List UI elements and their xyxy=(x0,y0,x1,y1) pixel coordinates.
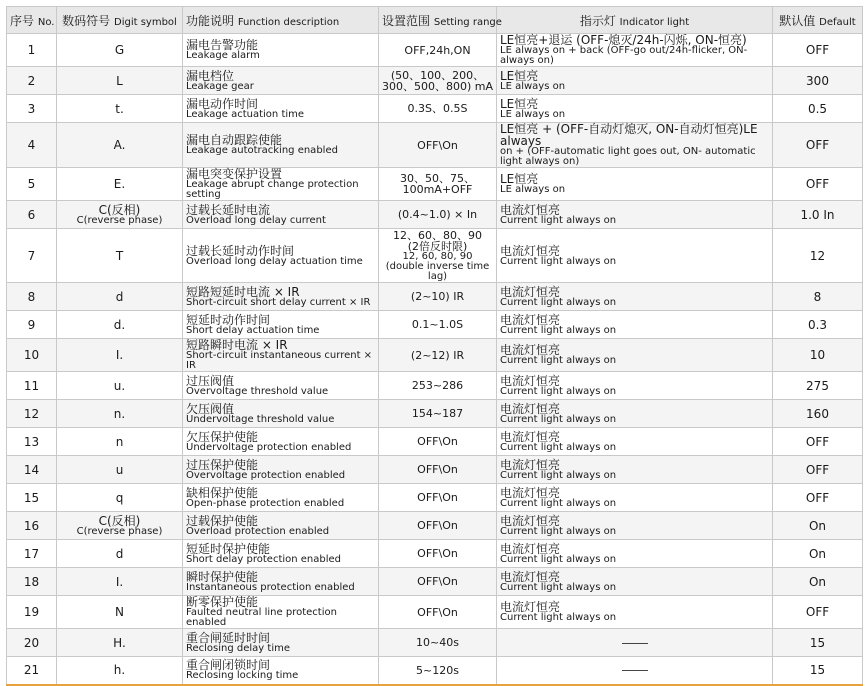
setting-range-line: OFF\On xyxy=(417,435,458,448)
dash-line xyxy=(622,643,648,644)
setting-range-line: 0.3S、0.5S xyxy=(407,102,468,115)
digit-symbol-text: A. xyxy=(113,138,126,152)
row-number: 10 xyxy=(7,339,57,372)
digit-symbol-text: G xyxy=(114,43,125,57)
function-description xyxy=(183,311,379,339)
function-zh: 过载长延时动作时间 xyxy=(186,243,295,258)
setting-range-line: OFF\On xyxy=(417,491,458,504)
digit-symbol-text: n. xyxy=(113,406,126,421)
digit-symbol xyxy=(57,67,183,95)
default-value: 12 xyxy=(773,229,863,283)
setting-range-line: (0.4~1.0) × In xyxy=(397,208,478,221)
function-description xyxy=(183,657,379,685)
digit-symbol xyxy=(57,568,183,596)
indicator-en: Current light always on xyxy=(500,255,617,267)
setting-range-line: (2~12) IR xyxy=(410,348,465,362)
function-en: Leakage autotracking enabled xyxy=(186,145,338,156)
indicator-en: LE always on + back (OFF-go out/24h-flicker, ON-always on) xyxy=(500,45,748,66)
function-description xyxy=(183,372,379,400)
indicator-zh: 电流灯恒亮 xyxy=(500,202,561,217)
setting-range-line: 0.1~1.0S xyxy=(411,318,464,331)
function-description xyxy=(183,568,379,596)
header-no: 序号 No. xyxy=(7,7,57,34)
default-value: 275 xyxy=(773,372,863,400)
function-description xyxy=(183,484,379,512)
row-number: 5 xyxy=(7,168,57,201)
setting-range xyxy=(379,201,497,229)
indicator-en: Current light always on xyxy=(500,525,617,537)
digit-symbol xyxy=(57,95,183,123)
indicator-en: Current light always on xyxy=(500,413,617,425)
function-zh: 短延时保护使能 xyxy=(186,541,271,556)
indicator-light xyxy=(497,456,773,484)
digit-symbol xyxy=(57,657,183,685)
indicator-light xyxy=(497,201,773,229)
digit-symbol xyxy=(57,123,183,168)
setting-range-line: 10~40s xyxy=(416,636,459,649)
function-zh: 断零保护使能 xyxy=(186,595,259,609)
indicator-zh: 电流灯恒亮 xyxy=(500,401,561,416)
function-zh: 漏电档位 xyxy=(186,68,235,83)
digit-symbol-text: t. xyxy=(115,101,124,116)
digit-symbol-en: C(reverse phase) xyxy=(76,214,163,226)
indicator-zh: 电流灯恒亮 xyxy=(500,513,561,528)
function-en: Overload long delay current xyxy=(186,214,326,226)
row-number: 14 xyxy=(7,456,57,484)
digit-symbol xyxy=(57,540,183,568)
setting-range-line: OFF,24h,ON xyxy=(404,43,471,57)
indicator-zh: 电流灯恒亮 xyxy=(500,284,561,299)
setting-range xyxy=(379,95,497,123)
indicator-en: Current light always on xyxy=(500,612,617,623)
function-en: Overvoltage threshold value xyxy=(186,385,329,397)
indicator-light xyxy=(497,34,773,67)
row-number: 4 xyxy=(7,123,57,168)
indicator-zh: 电流灯恒亮 xyxy=(500,312,561,327)
function-en: Overvoltage protection enabled xyxy=(186,469,346,481)
indicator-en: Current light always on xyxy=(500,355,617,366)
function-description xyxy=(183,123,379,168)
digit-symbol xyxy=(57,168,183,201)
row-number: 17 xyxy=(7,540,57,568)
function-en: Instantaneous protection enabled xyxy=(186,581,355,593)
function-en: Short delay actuation time xyxy=(186,324,320,336)
function-description xyxy=(183,428,379,456)
setting-range xyxy=(379,339,497,372)
indicator-light xyxy=(497,629,773,657)
indicator-light xyxy=(497,400,773,428)
setting-range-line: OFF\On xyxy=(417,575,458,588)
setting-range-line: (2倍反时限) xyxy=(407,239,468,253)
row-number: 6 xyxy=(7,201,57,229)
default-value: 1.0 In xyxy=(773,201,863,229)
row-number: 18 xyxy=(7,568,57,596)
function-description xyxy=(183,512,379,540)
indicator-en: Current light always on xyxy=(500,469,617,481)
function-description xyxy=(183,67,379,95)
default-value: 8 xyxy=(773,283,863,311)
indicator-zh: LE恒亮 xyxy=(500,96,539,111)
function-en: Leakage gear xyxy=(186,80,254,92)
digit-symbol-text: d xyxy=(115,546,124,561)
function-en: Overload long delay actuation time xyxy=(186,255,363,267)
function-description xyxy=(183,283,379,311)
indicator-en: Current light always on xyxy=(500,553,617,565)
setting-range xyxy=(379,456,497,484)
digit-symbol-text: E. xyxy=(113,177,126,191)
default-value: On xyxy=(773,568,863,596)
function-zh: 短路短延时电流 × IR xyxy=(186,284,300,299)
function-zh: 过压阀值 xyxy=(186,373,235,388)
function-en: Leakage abrupt change protection setting xyxy=(186,179,359,200)
digit-symbol-text: T xyxy=(115,248,124,263)
table-row xyxy=(7,657,863,685)
setting-range xyxy=(379,657,497,685)
function-zh: 短路瞬时电流 × IR xyxy=(186,338,288,352)
setting-range-line: 253~286 xyxy=(411,379,464,392)
indicator-zh: LE恒亮 + (OFF-自动灯熄灭, ON-自动灯恒亮)LE always xyxy=(500,122,758,148)
indicator-zh: 电流灯恒亮 xyxy=(500,429,561,444)
setting-range-line: OFF\On xyxy=(417,605,458,619)
function-description xyxy=(183,629,379,657)
digit-symbol-text: q xyxy=(115,490,124,505)
function-zh: 缺相保护使能 xyxy=(186,485,259,500)
row-number: 12 xyxy=(7,400,57,428)
indicator-light xyxy=(497,596,773,629)
digit-symbol xyxy=(57,311,183,339)
function-description xyxy=(183,34,379,67)
header-range: 设置范围 Setting range xyxy=(379,7,497,34)
setting-range-line: 12、60、80、90 xyxy=(393,228,482,242)
function-description xyxy=(183,400,379,428)
default-value: On xyxy=(773,540,863,568)
setting-range xyxy=(379,512,497,540)
table-row xyxy=(7,339,863,372)
indicator-en: Current light always on xyxy=(500,385,617,397)
function-zh: 欠压阀值 xyxy=(186,401,235,416)
header-indicator: 指示灯 Indicator light xyxy=(497,7,773,34)
function-zh: 重合闸延时时间 xyxy=(186,630,271,645)
digit-symbol-text: u xyxy=(115,462,124,477)
table-row xyxy=(7,512,863,540)
default-value: 0.3 xyxy=(773,311,863,339)
row-number: 15 xyxy=(7,484,57,512)
setting-range xyxy=(379,34,497,67)
indicator-light xyxy=(497,512,773,540)
function-en: Short-circuit instantaneous current × IR xyxy=(186,350,373,371)
digit-symbol-text: C(反相) xyxy=(98,513,141,528)
indicator-zh: 电流灯恒亮 xyxy=(500,485,561,500)
setting-range-line: 5~120s xyxy=(416,663,459,677)
setting-range-line: (double inverse time lag) xyxy=(385,260,490,282)
indicator-zh: 电流灯恒亮 xyxy=(500,457,561,472)
indicator-light xyxy=(497,540,773,568)
indicator-light xyxy=(497,657,773,685)
table-row xyxy=(7,629,863,657)
default-value: OFF xyxy=(773,456,863,484)
header-default: 默认值 Default xyxy=(773,7,863,34)
digit-symbol-text: N xyxy=(115,605,124,619)
function-zh: 漏电动作时间 xyxy=(186,96,259,111)
setting-range xyxy=(379,372,497,400)
digit-symbol xyxy=(57,283,183,311)
setting-range xyxy=(379,123,497,168)
setting-range xyxy=(379,283,497,311)
function-zh: 短延时动作时间 xyxy=(186,312,271,327)
default-value: OFF xyxy=(773,484,863,512)
table-row xyxy=(7,568,863,596)
table-row xyxy=(7,400,863,428)
indicator-en: LE always on xyxy=(500,108,566,120)
indicator-en: Current light always on xyxy=(500,296,617,308)
table-row xyxy=(7,283,863,311)
indicator-en: Current light always on xyxy=(500,497,617,509)
indicator-light xyxy=(497,484,773,512)
digit-symbol-text: C(反相) xyxy=(98,202,141,217)
function-zh: 漏电告警功能 xyxy=(186,38,259,52)
indicator-zh: LE恒亮 xyxy=(500,68,539,83)
function-zh: 重合闸闭锁时间 xyxy=(186,658,271,673)
indicator-en: on + (OFF-automatic light goes out, ON- automatic light always on) xyxy=(500,146,756,167)
row-number: 19 xyxy=(7,596,57,629)
row-number: 21 xyxy=(7,657,57,685)
row-number: 7 xyxy=(7,229,57,283)
function-en: Undervoltage threshold value xyxy=(186,413,335,425)
indicator-light xyxy=(497,568,773,596)
function-en: Leakage alarm xyxy=(186,50,260,61)
row-number: 1 xyxy=(7,34,57,67)
digit-symbol-en: C(reverse phase) xyxy=(76,525,163,537)
indicator-zh: 电流灯恒亮 xyxy=(500,569,561,584)
indicator-light xyxy=(497,339,773,372)
header-symbol: 数码符号 Digit symbol xyxy=(57,7,183,34)
indicator-light xyxy=(497,283,773,311)
indicator-en: LE always on xyxy=(500,80,566,92)
default-value: 0.5 xyxy=(773,95,863,123)
table-row xyxy=(7,372,863,400)
function-en: Open-phase protection enabled xyxy=(186,497,345,509)
setting-range xyxy=(379,568,497,596)
digit-symbol-text: L xyxy=(116,73,123,88)
function-en: Leakage actuation time xyxy=(186,108,305,120)
setting-range xyxy=(379,629,497,657)
setting-range-line: OFF\On xyxy=(417,547,458,560)
digit-symbol xyxy=(57,484,183,512)
digit-symbol xyxy=(57,34,183,67)
digit-symbol-text: u. xyxy=(113,378,126,393)
function-zh: 过载保护使能 xyxy=(186,513,259,528)
digit-symbol xyxy=(57,512,183,540)
table-row xyxy=(7,540,863,568)
function-description xyxy=(183,456,379,484)
setting-range xyxy=(379,596,497,629)
table-row xyxy=(7,67,863,95)
indicator-zh: LE恒亮 xyxy=(500,172,539,186)
function-zh: 漏电突变保护设置 xyxy=(186,167,283,181)
default-value: OFF xyxy=(773,34,863,67)
digit-symbol-text: I. xyxy=(115,348,124,362)
setting-range-line: (50、100、200、 xyxy=(390,68,485,82)
digit-symbol xyxy=(57,339,183,372)
indicator-en: Current light always on xyxy=(500,441,617,453)
function-en: Undervoltage protection enabled xyxy=(186,441,352,453)
digit-symbol xyxy=(57,229,183,283)
indicator-light xyxy=(497,372,773,400)
digit-symbol-text: I. xyxy=(115,574,124,589)
digit-symbol xyxy=(57,201,183,229)
setting-range xyxy=(379,540,497,568)
table-row xyxy=(7,484,863,512)
indicator-light xyxy=(497,229,773,283)
function-description xyxy=(183,540,379,568)
indicator-en: Current light always on xyxy=(500,214,617,226)
function-description xyxy=(183,339,379,372)
table-row xyxy=(7,456,863,484)
function-zh: 过载长延时电流 xyxy=(186,202,271,217)
row-number: 8 xyxy=(7,283,57,311)
setting-range xyxy=(379,484,497,512)
setting-range-line: 154~187 xyxy=(411,407,464,420)
indicator-light xyxy=(497,67,773,95)
function-en: Reclosing delay time xyxy=(186,642,290,654)
table-row xyxy=(7,201,863,229)
setting-range-line: 30、50、75、 xyxy=(400,172,475,185)
function-zh: 欠压保护使能 xyxy=(186,429,259,444)
table-row xyxy=(7,95,863,123)
setting-range-line: 300、500、800) mA xyxy=(382,79,494,93)
function-en: Reclosing locking time xyxy=(186,670,299,682)
default-value: 160 xyxy=(773,400,863,428)
digit-symbol-text: h. xyxy=(113,663,126,678)
setting-range xyxy=(379,168,497,201)
row-number: 9 xyxy=(7,311,57,339)
setting-range xyxy=(379,311,497,339)
function-en: Overload protection enabled xyxy=(186,525,330,537)
function-en: Short-circuit short delay current × IR xyxy=(186,296,371,308)
row-number: 13 xyxy=(7,428,57,456)
setting-range-line: OFF\On xyxy=(417,463,458,476)
function-zh: 漏电自动跟踪使能 xyxy=(186,133,283,147)
digit-symbol xyxy=(57,456,183,484)
indicator-zh: 电流灯恒亮 xyxy=(500,373,561,388)
function-en: Short delay protection enabled xyxy=(186,553,342,565)
indicator-en: Current light always on xyxy=(500,581,617,593)
row-number: 16 xyxy=(7,512,57,540)
header-row xyxy=(7,7,863,34)
default-value: 15 xyxy=(773,629,863,657)
digit-symbol-text: n xyxy=(115,434,124,449)
default-value: On xyxy=(773,512,863,540)
setting-range xyxy=(379,400,497,428)
row-number: 2 xyxy=(7,67,57,95)
indicator-light xyxy=(497,311,773,339)
table-row xyxy=(7,311,863,339)
setting-range xyxy=(379,229,497,283)
table-row xyxy=(7,168,863,201)
indicator-zh: 电流灯恒亮 xyxy=(500,541,561,556)
indicator-en: LE always on xyxy=(500,184,566,195)
settings-table xyxy=(6,6,863,686)
table-row xyxy=(7,123,863,168)
function-zh: 过压保护使能 xyxy=(186,457,259,472)
setting-range xyxy=(379,428,497,456)
digit-symbol-text: H. xyxy=(113,635,126,650)
indicator-zh: 电流灯恒亮 xyxy=(500,243,561,258)
table-row xyxy=(7,34,863,67)
setting-range-line: 100mA+OFF xyxy=(402,183,473,196)
default-value: 15 xyxy=(773,657,863,685)
indicator-zh: LE恒亮+退运 (OFF-熄灭/24h-闪烁, ON-恒亮) xyxy=(500,33,747,47)
indicator-light xyxy=(497,95,773,123)
indicator-zh: 电流灯恒亮 xyxy=(500,600,561,614)
table-row xyxy=(7,596,863,629)
indicator-light xyxy=(497,123,773,168)
row-number: 20 xyxy=(7,629,57,657)
function-description xyxy=(183,229,379,283)
function-description xyxy=(183,201,379,229)
indicator-light xyxy=(497,168,773,201)
table-row xyxy=(7,229,863,283)
setting-range xyxy=(379,67,497,95)
indicator-zh: 电流灯恒亮 xyxy=(500,343,561,357)
default-value: OFF xyxy=(773,596,863,629)
row-number: 11 xyxy=(7,372,57,400)
default-value: 10 xyxy=(773,339,863,372)
setting-range-line: (2~10) IR xyxy=(410,290,465,303)
setting-range-line: OFF\On xyxy=(417,138,458,152)
digit-symbol xyxy=(57,596,183,629)
digit-symbol xyxy=(57,400,183,428)
row-number: 3 xyxy=(7,95,57,123)
default-value: OFF xyxy=(773,428,863,456)
default-value: 300 xyxy=(773,67,863,95)
function-zh: 瞬时保护使能 xyxy=(186,569,259,584)
setting-range-line: OFF\On xyxy=(417,519,458,532)
digit-symbol xyxy=(57,629,183,657)
setting-range-line: 12, 60, 80, 90 xyxy=(402,250,473,262)
digit-symbol xyxy=(57,372,183,400)
default-value: OFF xyxy=(773,168,863,201)
dash-line xyxy=(622,670,648,671)
digit-symbol xyxy=(57,428,183,456)
default-value: OFF xyxy=(773,123,863,168)
function-description xyxy=(183,95,379,123)
function-en: Faulted neutral line protection enabled xyxy=(186,607,337,628)
function-description xyxy=(183,596,379,629)
indicator-light xyxy=(497,428,773,456)
indicator-en: Current light always on xyxy=(500,324,617,336)
digit-symbol-text: d. xyxy=(113,317,126,332)
digit-symbol-text: d xyxy=(115,289,124,304)
function-description xyxy=(183,168,379,201)
header-function: 功能说明 Function description xyxy=(183,7,379,34)
table-row xyxy=(7,428,863,456)
